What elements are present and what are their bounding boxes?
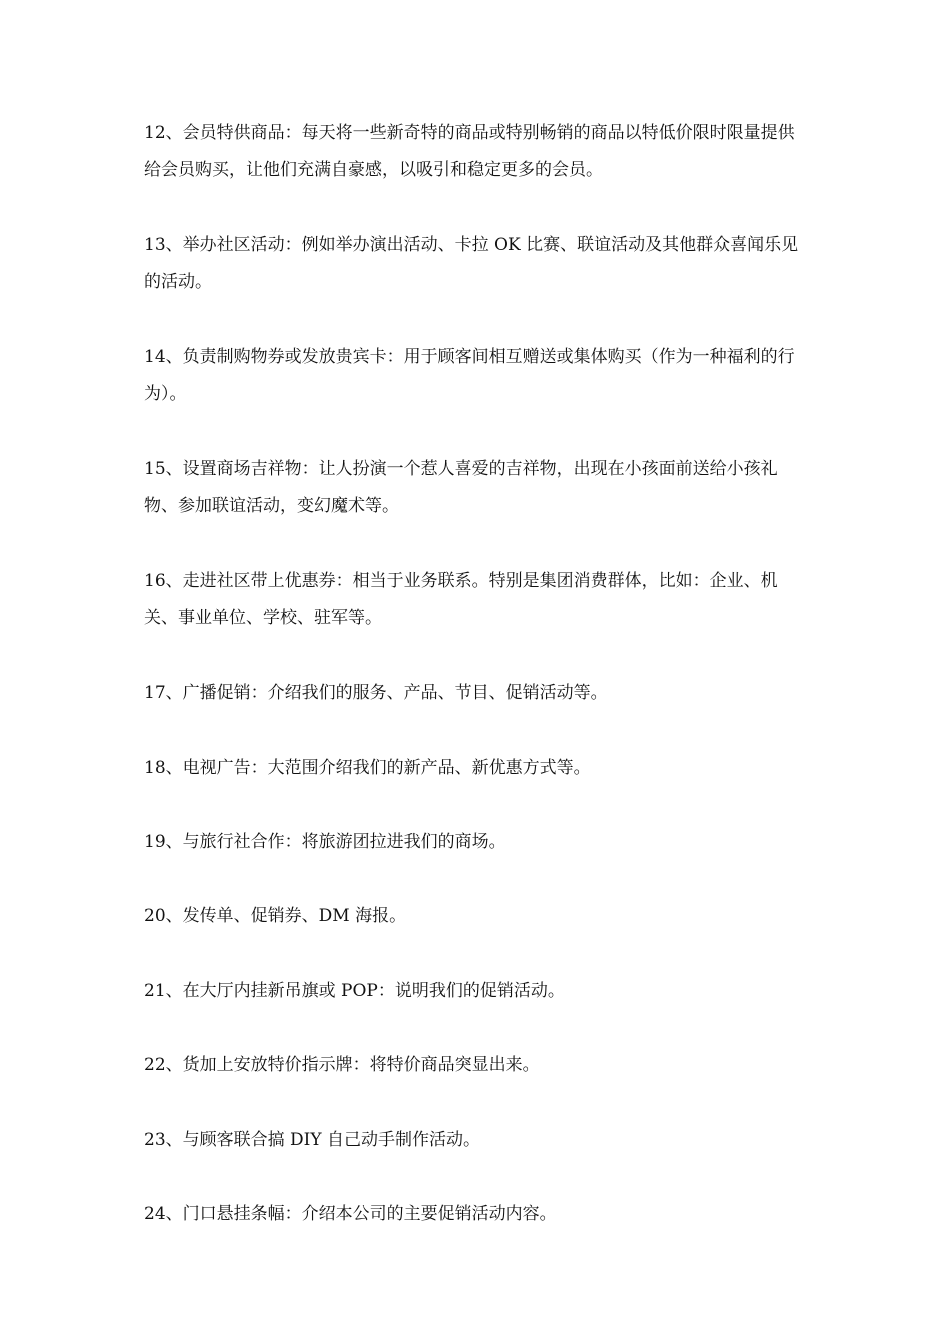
list-item-15: 15、设置商场吉祥物：让人扮演一个惹人喜爱的吉祥物，出现在小孩面前送给小孩礼物、参加联谊活动，变幻魔术等。 — [144, 459, 778, 516]
list-item-24: 24、门口悬挂条幅：介绍本公司的主要促销活动内容。 — [144, 1204, 557, 1224]
list-item-23: 23、与顾客联合搞 DIY 自己动手制作活动。 — [144, 1130, 481, 1150]
list-item-14: 14、负责制购物券或发放贵宾卡：用于顾客间相互赠送或集体购买（作为一种福利的行为）。 — [144, 347, 795, 404]
list-item-21: 21、在大厅内挂新吊旗或 POP：说明我们的促销活动。 — [144, 981, 565, 1001]
list-item-13: 13、举办社区活动：例如举办演出活动、卡拉 OK 比赛、联谊活动及其他群众喜闻乐见的活动。 — [144, 235, 799, 292]
list-item-17: 17、广播促销：介绍我们的服务、产品、节目、促销活动等。 — [144, 683, 608, 703]
list-item-19: 19、与旅行社合作：将旅游团拉进我们的商场。 — [144, 832, 506, 852]
list-item-22: 22、货加上安放特价指示牌：将特价商品突显出来。 — [144, 1055, 540, 1075]
list-item-18: 18、电视广告：大范围介绍我们的新产品、新优惠方式等。 — [144, 758, 591, 778]
list-item-16: 16、走进社区带上优惠券：相当于业务联系。特别是集团消费群体，比如：企业、机关、事业单位、学校、驻军等。 — [144, 571, 778, 628]
list-item-20: 20、发传单、促销券、DM 海报。 — [144, 906, 407, 926]
list-item-12: 12、会员特供商品：每天将一些新奇特的商品或特别畅销的商品以特低价限时限量提供给会员购买，让他们充满自豪感，以吸引和稳定更多的会员。 — [144, 123, 795, 180]
